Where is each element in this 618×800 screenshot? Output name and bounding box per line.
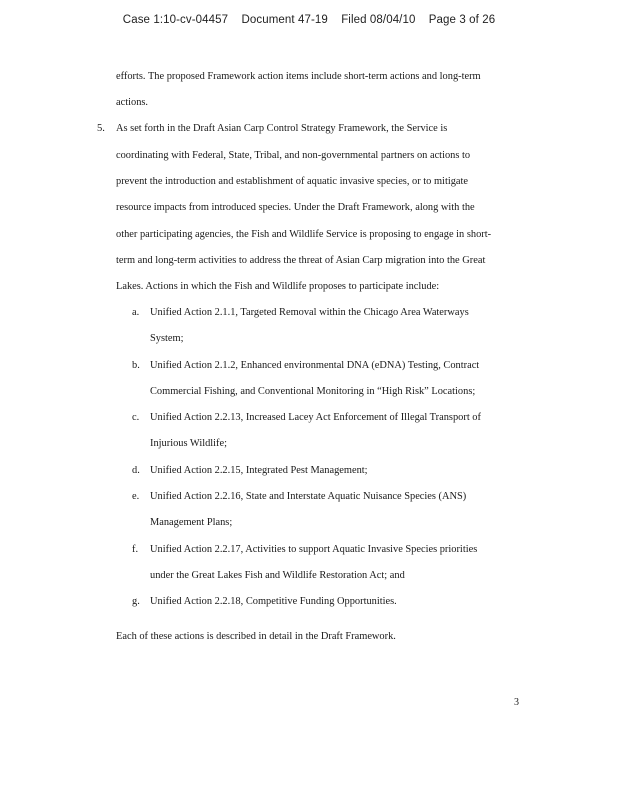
filed-date: Filed 08/04/10 bbox=[341, 14, 416, 26]
item-letter: e. bbox=[132, 491, 140, 502]
text-line: actions. bbox=[116, 97, 149, 108]
text-line: coordinating with Federal, State, Tribal, and non-governmental partners on actions to bbox=[116, 150, 471, 161]
item-letter: b. bbox=[132, 360, 140, 371]
item-letter: c. bbox=[132, 412, 140, 423]
action-item-line: Injurious Wildlife; bbox=[150, 438, 228, 449]
action-item-line: Unified Action 2.1.2, Enhanced environmental DNA (eDNA) Testing, Contract bbox=[150, 360, 480, 371]
action-item-line: Unified Action 2.2.18, Competitive Funding Opportunities. bbox=[150, 596, 397, 607]
text-line: other participating agencies, the Fish and Wildlife Service is proposing to engage in short- bbox=[116, 229, 492, 240]
action-item-line: Unified Action 2.2.13, Increased Lacey Act Enforcement of Illegal Transport of bbox=[150, 412, 481, 423]
case-header bbox=[0, 14, 618, 26]
page-number: 3 bbox=[514, 697, 519, 708]
text-line: prevent the introduction and establishment of aquatic invasive species, or to mitigate bbox=[116, 176, 469, 187]
text-line: efforts. The proposed Framework action items include short-term actions and long-term bbox=[116, 71, 481, 82]
action-item-line: System; bbox=[150, 333, 184, 344]
action-item-line: Unified Action 2.2.16, State and Interstate Aquatic Nuisance Species (ANS) bbox=[150, 491, 467, 502]
item-letter: a. bbox=[132, 307, 140, 318]
paragraph-number: 5. bbox=[97, 123, 105, 134]
action-item-line: Unified Action 2.1.1, Targeted Removal within the Chicago Area Waterways bbox=[150, 307, 469, 318]
case-number: Case 1:10-cv-04457 bbox=[122, 14, 229, 26]
action-item-line: Management Plans; bbox=[150, 517, 233, 528]
item-letter: d. bbox=[132, 465, 140, 476]
item-letter: f. bbox=[132, 544, 139, 555]
item-letter: g. bbox=[132, 596, 140, 607]
text-line: resource impacts from introduced species. Under the Draft Framework, along with the bbox=[116, 202, 475, 213]
text-line: term and long-term activities to address the threat of Asian Carp migration into the Great bbox=[116, 255, 486, 266]
document-number: Document 47-19 bbox=[241, 14, 328, 26]
action-item-line: under the Great Lakes Fish and Wildlife Restoration Act; and bbox=[150, 570, 405, 581]
text-line: Lakes. Actions in which the Fish and Wildlife proposes to participate include: bbox=[116, 281, 440, 292]
action-item-line: Unified Action 2.2.17, Activities to support Aquatic Invasive Species priorities bbox=[150, 544, 478, 555]
page-of-total: Page 3 of 26 bbox=[428, 14, 496, 26]
action-item-line: Commercial Fishing, and Conventional Monitoring in “High Risk” Locations; bbox=[150, 386, 476, 397]
action-item-line: Unified Action 2.2.15, Integrated Pest Management; bbox=[150, 465, 368, 476]
closing-line: Each of these actions is described in detail in the Draft Framework. bbox=[116, 631, 396, 642]
text-line: As set forth in the Draft Asian Carp Control Strategy Framework, the Service is bbox=[116, 123, 448, 134]
